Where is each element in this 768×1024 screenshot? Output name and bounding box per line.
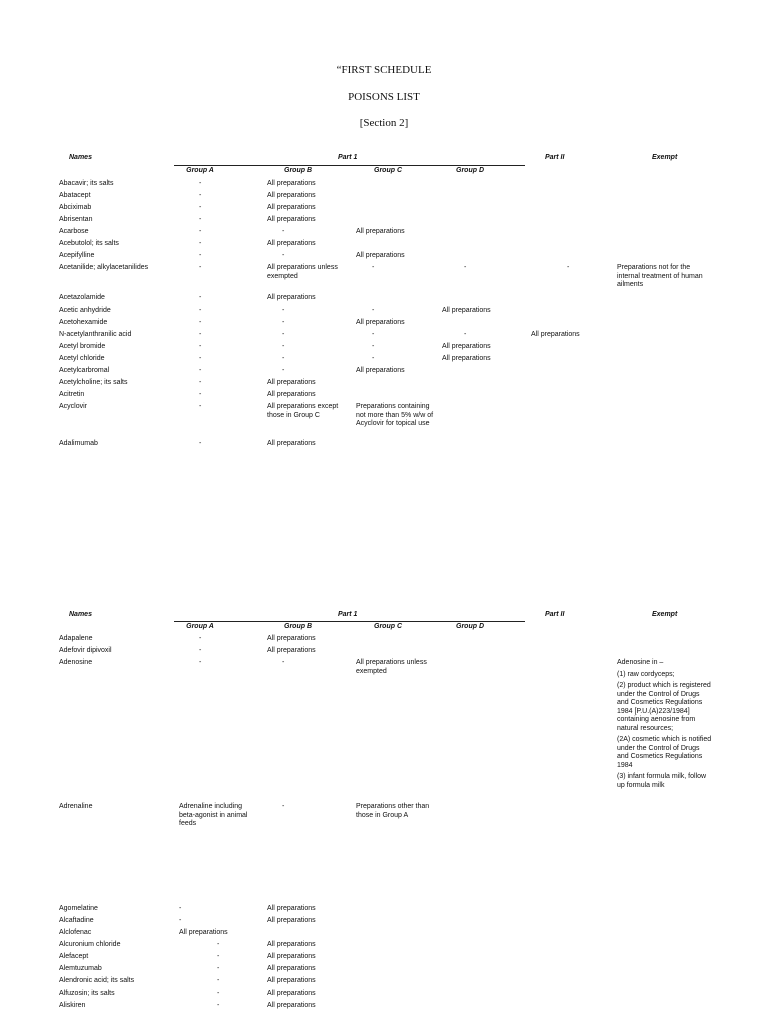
group-b-cell: All preparations bbox=[267, 180, 316, 187]
group-a-cell: - bbox=[179, 905, 182, 912]
table-row bbox=[0, 379, 768, 391]
table-row bbox=[0, 953, 768, 965]
drug-name: Acetyl bromide bbox=[59, 343, 106, 350]
group-c-cell: - bbox=[372, 307, 375, 314]
table-row bbox=[0, 659, 768, 789]
drug-name: Alcuronium chloride bbox=[59, 941, 121, 948]
table-row bbox=[0, 917, 768, 929]
group-a-cell: - bbox=[217, 1002, 220, 1009]
drug-name: N-acetylanthranilic acid bbox=[59, 331, 132, 338]
group-a-cell: - bbox=[217, 941, 220, 948]
group-a-cell: - bbox=[199, 319, 202, 326]
group-a-cell: - bbox=[199, 440, 202, 447]
group-a-cell: - bbox=[199, 180, 202, 187]
header-group-c: Group C bbox=[374, 167, 402, 174]
group-d-cell: All preparations bbox=[442, 355, 491, 362]
drug-name: Alemtuzumab bbox=[59, 965, 102, 972]
table-row bbox=[0, 391, 768, 403]
table-row bbox=[0, 355, 768, 367]
table-row bbox=[0, 294, 768, 306]
group-a-cell: - bbox=[217, 965, 220, 972]
group-c-cell: Preparations other than those in Group A bbox=[356, 803, 430, 819]
group-b-cell: All preparations except those in Group C bbox=[267, 403, 339, 419]
drug-name: Acarbose bbox=[59, 228, 89, 235]
group-a-cell: - bbox=[199, 204, 202, 211]
header-group-a: Group A bbox=[186, 623, 214, 630]
table-row bbox=[0, 367, 768, 379]
drug-name: Acitretin bbox=[59, 391, 85, 398]
drug-name: Adalimumab bbox=[59, 440, 98, 447]
group-c-cell: - bbox=[372, 331, 375, 338]
group-a-cell: - bbox=[199, 252, 202, 259]
drug-name: Abciximab bbox=[59, 204, 92, 211]
group-a-cell: - bbox=[199, 264, 202, 271]
table-row bbox=[0, 192, 768, 204]
table-row bbox=[0, 180, 768, 192]
drug-name: Alcaftadine bbox=[59, 917, 94, 924]
table-row bbox=[0, 240, 768, 252]
group-a-cell: - bbox=[199, 331, 202, 338]
drug-name: Alfuzosin; its salts bbox=[59, 990, 115, 997]
group-a-cell: - bbox=[199, 355, 202, 362]
header-exempt: Exempt bbox=[652, 154, 678, 161]
group-b-cell: - bbox=[282, 331, 285, 338]
drug-name: Acetazolamide bbox=[59, 294, 105, 301]
header-part2: Part II bbox=[545, 154, 565, 161]
group-b-cell: - bbox=[282, 355, 285, 362]
group-a-cell: - bbox=[217, 990, 220, 997]
group-a-cell: All preparations bbox=[179, 929, 228, 936]
drug-name: Acyclovir bbox=[59, 403, 88, 410]
group-b-cell: - bbox=[282, 307, 285, 314]
exempt-clause: (1) raw cordyceps; bbox=[617, 670, 675, 678]
exempt-cell bbox=[617, 659, 713, 793]
group-a-cell: - bbox=[179, 917, 182, 924]
table-row bbox=[0, 343, 768, 355]
drug-name: Acetyl chloride bbox=[59, 355, 105, 362]
header-group-d: Group D bbox=[456, 623, 484, 630]
group-a-cell: - bbox=[217, 953, 220, 960]
table-row bbox=[0, 252, 768, 264]
drug-name: Adefovir dipivoxil bbox=[59, 647, 112, 654]
drug-name: Acebutolol; its salts bbox=[59, 240, 119, 247]
drug-name: Acepifylline bbox=[59, 252, 95, 259]
group-b-cell: - bbox=[282, 343, 285, 350]
drug-name: Acetic anhydride bbox=[59, 307, 111, 314]
table-row bbox=[0, 647, 768, 659]
group-b-cell: All preparations bbox=[267, 379, 316, 386]
table-row bbox=[0, 803, 768, 827]
header-names: Names bbox=[69, 611, 92, 618]
group-a-cell: - bbox=[199, 403, 202, 410]
group-c-cell: - bbox=[372, 355, 375, 362]
exempt-clause: Adenosine in – bbox=[617, 659, 664, 666]
group-b-cell: All preparations bbox=[267, 240, 316, 247]
group-b-cell: All preparations bbox=[267, 647, 316, 654]
table-row bbox=[0, 929, 768, 941]
table-row bbox=[0, 319, 768, 331]
group-d-cell: - bbox=[464, 264, 467, 271]
group-a-cell: - bbox=[199, 216, 202, 223]
group-b-cell: All preparations bbox=[267, 440, 316, 447]
table-row bbox=[0, 941, 768, 953]
group-b-cell: All preparations bbox=[267, 204, 316, 211]
group-a-cell: - bbox=[199, 192, 202, 199]
table-row bbox=[0, 204, 768, 216]
drug-name: Alendronic acid; its salts bbox=[59, 977, 135, 984]
table-row bbox=[0, 990, 768, 1002]
group-b-cell: All preparations bbox=[267, 391, 316, 398]
group-b-cell: All preparations bbox=[267, 990, 316, 997]
drug-name: Abrisentan bbox=[59, 216, 93, 223]
group-b-cell: All preparations bbox=[267, 216, 316, 223]
header-names: Names bbox=[69, 154, 92, 161]
header-part1: Part 1 bbox=[338, 154, 358, 161]
group-a-cell: - bbox=[199, 635, 202, 642]
group-a-cell: - bbox=[199, 659, 202, 666]
group-c-cell: - bbox=[372, 343, 375, 350]
group-a-cell: Adrenaline including beta-agonist in animal feeds bbox=[179, 803, 248, 827]
drug-name: Acetohexamide bbox=[59, 319, 108, 326]
drug-name: Abacavir; its salts bbox=[59, 180, 114, 187]
exempt-clause: (2A) cosmetic which is notified under the Control of Drugs and Cosmetics Regulations 1984 bbox=[617, 736, 712, 769]
table-row bbox=[0, 331, 768, 343]
table-row bbox=[0, 403, 768, 427]
drug-name: Aliskiren bbox=[59, 1002, 86, 1009]
group-c-cell: All preparations bbox=[356, 252, 405, 259]
group-b-cell: All preparations bbox=[267, 192, 316, 199]
group-d-cell: All preparations bbox=[442, 307, 491, 314]
group-a-cell: - bbox=[199, 367, 202, 374]
group-d-cell: - bbox=[464, 331, 467, 338]
table-row bbox=[0, 905, 768, 917]
group-b-cell: - bbox=[282, 228, 285, 235]
drug-name: Alefacept bbox=[59, 953, 89, 960]
group-a-cell: - bbox=[199, 240, 202, 247]
part2-cell: All preparations bbox=[531, 331, 580, 338]
group-c-cell: All preparations bbox=[356, 228, 405, 235]
table-row bbox=[0, 307, 768, 319]
group-b-cell: All preparations bbox=[267, 941, 316, 948]
section-reference: [Section 2] bbox=[359, 117, 409, 129]
header-group-c: Group C bbox=[374, 623, 402, 630]
header-part2: Part II bbox=[545, 611, 565, 618]
group-d-cell: All preparations bbox=[442, 343, 491, 350]
header-part1: Part 1 bbox=[338, 611, 358, 618]
group-c-cell: Preparations containing not more than 5% w/w of Acyclovir for topical use bbox=[356, 403, 434, 427]
table-row bbox=[0, 1002, 768, 1014]
group-b-cell: - bbox=[282, 803, 285, 810]
group-b-cell: All preparations bbox=[267, 953, 316, 960]
group-a-cell: - bbox=[199, 294, 202, 301]
group-a-cell: - bbox=[199, 379, 202, 386]
drug-name: Adenosine bbox=[59, 659, 93, 666]
group-b-cell: - bbox=[282, 367, 285, 374]
group-a-cell: - bbox=[199, 647, 202, 654]
table-row bbox=[0, 635, 768, 647]
drug-name: Acetylcholine; its salts bbox=[59, 379, 128, 386]
table-row bbox=[0, 264, 768, 288]
header-group-d: Group D bbox=[456, 167, 484, 174]
header-group-b: Group B bbox=[284, 623, 312, 630]
group-c-cell: All preparations bbox=[356, 319, 405, 326]
group-b-cell: All preparations bbox=[267, 965, 316, 972]
drug-name: Acetylcarbromal bbox=[59, 367, 110, 374]
group-b-cell: All preparations bbox=[267, 905, 316, 912]
table-row bbox=[0, 440, 768, 452]
header-group-b: Group B bbox=[284, 167, 312, 174]
table-row bbox=[0, 977, 768, 989]
group-b-cell: All preparations bbox=[267, 1002, 316, 1009]
group-c-cell: - bbox=[372, 264, 375, 271]
drug-name: Adapalene bbox=[59, 635, 93, 642]
group-a-cell: - bbox=[199, 228, 202, 235]
header-rule bbox=[174, 165, 525, 166]
part2-cell: - bbox=[567, 264, 570, 271]
exempt-clause: (3) infant formula milk, follow up formula milk bbox=[617, 773, 707, 789]
exempt-cell: Preparations not for the internal treatment of human ailments bbox=[617, 264, 703, 288]
drug-name: Abatacept bbox=[59, 192, 91, 199]
drug-name: Acetanilide; alkylacetanilides bbox=[59, 264, 149, 271]
header-rule bbox=[174, 621, 525, 622]
group-a-cell: - bbox=[199, 307, 202, 314]
group-b-cell: - bbox=[282, 252, 285, 259]
table-row bbox=[0, 216, 768, 228]
group-b-cell: All preparations bbox=[267, 294, 316, 301]
group-c-cell: All preparations unless exempted bbox=[356, 659, 427, 675]
group-b-cell: All preparations bbox=[267, 917, 316, 924]
drug-name: Alclofenac bbox=[59, 929, 92, 936]
group-b-cell: All preparations unless exempted bbox=[267, 264, 338, 280]
drug-name: Adrenaline bbox=[59, 803, 93, 810]
group-a-cell: - bbox=[199, 391, 202, 398]
exempt-clause: (2) product which is registered under the Control of Drugs and Cosmetics Regulations 1984 [P.U.(A)223/1984] containing aenosine from natural resources; bbox=[617, 682, 711, 732]
drug-name: Agomelatine bbox=[59, 905, 98, 912]
header-group-a: Group A bbox=[186, 167, 214, 174]
group-c-cell: All preparations bbox=[356, 367, 405, 374]
table-row bbox=[0, 228, 768, 240]
poisons-list-heading: POISONS LIST bbox=[348, 91, 420, 103]
group-b-cell: All preparations bbox=[267, 977, 316, 984]
schedule-title: “FIRST SCHEDULE bbox=[336, 64, 432, 76]
group-a-cell: - bbox=[217, 977, 220, 984]
header-exempt: Exempt bbox=[652, 611, 678, 618]
group-b-cell: - bbox=[282, 659, 285, 666]
group-a-cell: - bbox=[199, 343, 202, 350]
group-b-cell: All preparations bbox=[267, 635, 316, 642]
table-row bbox=[0, 965, 768, 977]
group-b-cell: - bbox=[282, 319, 285, 326]
